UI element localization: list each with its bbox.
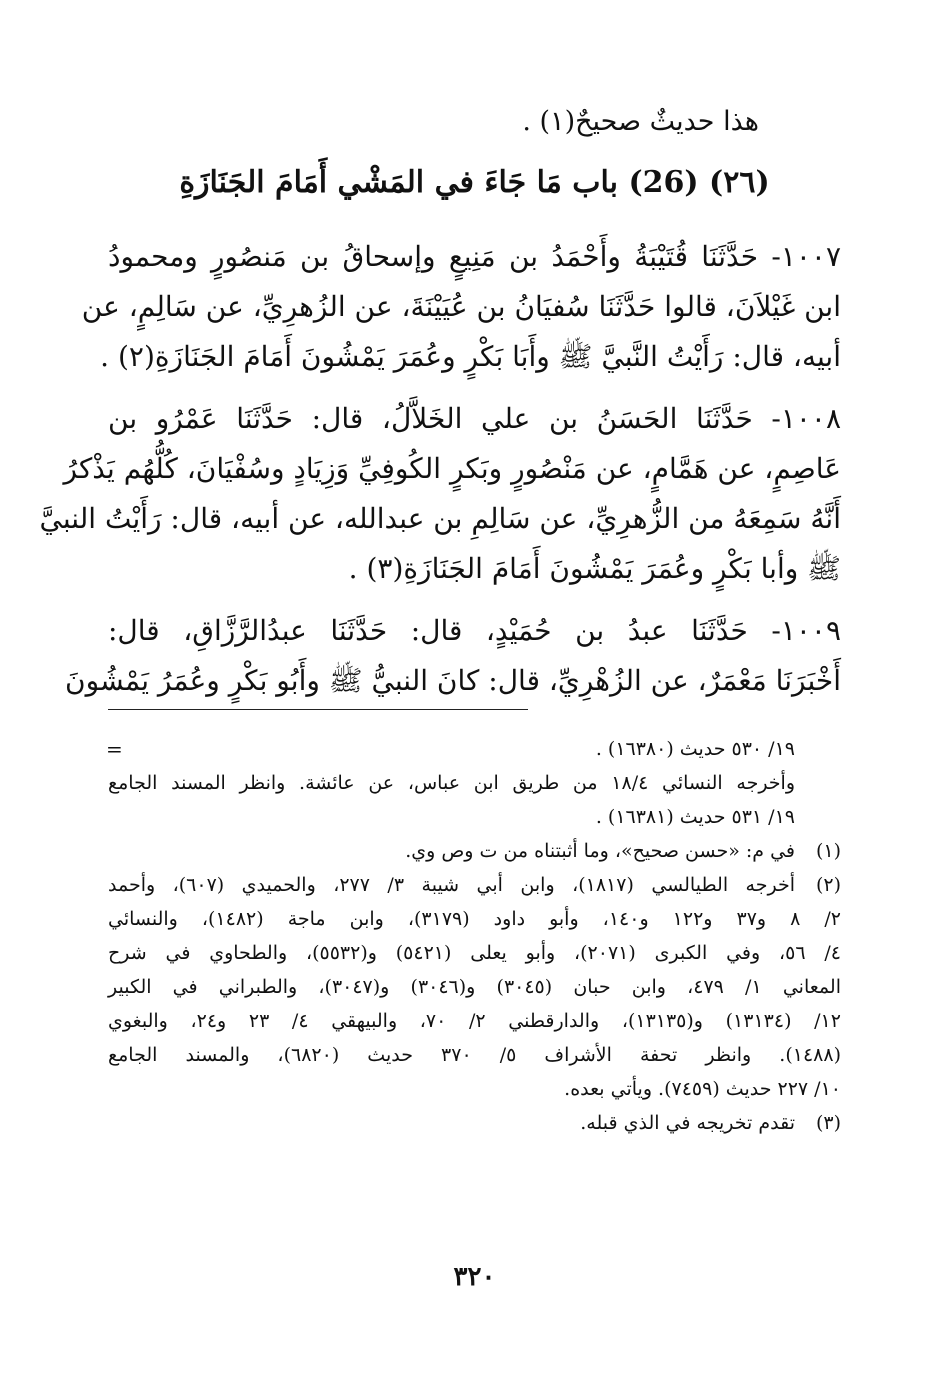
footnote-line: (١٤٨٨). وانظر تحفة الأشراف ٥/ ٣٧٠ حديث (٦٨٢٠)، والمسند الجامع — [108, 1044, 841, 1066]
footnote-line: المعاني ١/ ٤٧٩، وابن حبان (٣٠٤٥) و(٣٠٤٦) و(٣٠٤٧)، والطبراني في الكبير — [108, 976, 841, 998]
footnote-line: ٤/ ٥٦، وفي الكبرى (٢٠٧١)، وأبو يعلى (٥٤٢١) و(٥٥٣٢)، والطحاوي في شرح — [108, 942, 841, 964]
footnote-line: في م: «حسن صحيح»، وما أثبتناه من ت وص وي. — [405, 840, 795, 862]
hadith-line: أبيه، قال: رَأَيْتُ النَّبيَّ ﷺ وأَبَا بَكْرٍ وعُمَرَ يَمْشُونَ أَمَامَ الجَنَازَةِ(٢) . — [100, 340, 841, 373]
footnote-2 — [108, 868, 841, 1106]
footnote-line: ١٠/ ٢٢٧ حديث (٧٤٥٩). ويأتي بعده. — [564, 1078, 841, 1100]
hadith-line: ١٠٠٧- حَدَّثَنَا قُتَيْبَةُ وأَحْمَدُ بن مَنِيعٍ وإسحاقُ بن مَنصُورٍ ومحمودُ — [108, 240, 841, 273]
hadith-line: عَاصِمٍ، عن هَمَّامٍ، عن مَنْصُورٍ وبَكرٍ الكُوفِيِّ وَزِيَادٍ وسُفْيَانَ، كُلُّهُم يَذْكرُ — [63, 452, 841, 485]
footnote-line: وأخرجه النسائي ١٨/٤ من طريق ابن عباس، عن عائشة. وانظر المسند الجامع — [108, 772, 796, 794]
footnote-line: أخرجه الطيالسي (١٨١٧)، وابن أبي شيبة ٣/ ٢٧٧، والحميدي (٦٠٧)، وأحمد — [108, 874, 795, 896]
page-number: ٣٢٠ — [453, 1262, 496, 1292]
footnote-3 — [108, 1106, 841, 1140]
footnote-continuation — [108, 732, 841, 834]
footnote-separator — [108, 709, 528, 710]
footnote-line: ١٩/ ٥٣٠ حديث (١٦٣٨٠) . — [595, 738, 795, 760]
footnote-number: (٣) — [815, 1112, 841, 1134]
hadith-1009 — [65, 606, 841, 706]
footnote-line: تقدم تخريجه في الذي قبله. — [580, 1112, 795, 1134]
chapter-heading: (٢٦) (26) باب مَا جَاءَ في المَشْي أَمَامَ الجَنَازَةِ — [179, 165, 770, 200]
hadith-line: ابن غَيْلاَنَ، قالوا حَدَّثَنَا سُفيَانُ بن عُيَيْنَةَ، عن الزُهرِيِّ، عن سَالِمٍ، عن — [81, 290, 841, 323]
hadith-line: ١٠٠٨- حَدَّثَنَا الحَسَنُ بن علي الخَلاَّلُ، قال: حَدَّثَنَا عَمْرُو بن — [108, 402, 841, 435]
footnote-number: (٢) — [815, 874, 841, 896]
continuation-mark: = — [106, 737, 123, 761]
hadith-line: أَخْبَرَنَا مَعْمَرٌ، عن الزُهْرِيِّ، قال: كانَ النبيُّ ﷺ وأَبُو بَكْرٍ وعُمَرُ يَمْشُونَ — [65, 664, 841, 697]
footnotes — [108, 732, 841, 1140]
hadith-line: أَنَّهُ سَمِعَهُ من الزُّهرِيِّ، عن سَالِمِ بن عبدالله، عن أبيه، قال: رَأَيْتُ النبيَّ — [39, 502, 841, 535]
footnote-number: (١) — [815, 840, 841, 862]
footnote-line: ١٩/ ٥٣١ حديث (١٦٣٨١) . — [595, 806, 795, 828]
hadith-1007 — [81, 232, 841, 382]
footnote-line: ٢/ ٨ و٣٧ و١٢٢ و١٤٠، وأبو داود (٣١٧٩)، وابن ماجة (١٤٨٢)، والنسائي — [108, 908, 842, 930]
hadith-1008 — [39, 394, 841, 594]
footnote-1 — [108, 834, 841, 868]
hadith-line: ﷺ وأبا بَكْرٍ وعُمَرَ يَمْشُونَ أَمَامَ الجَنَازَةِ(٣) . — [348, 552, 841, 585]
hadith-line: ١٠٠٩- حَدَّثَنَا عبدُ بن حُمَيْدٍ، قال: حَدَّثَنَا عبدُالرَّزَّاقِ، قال: — [108, 614, 841, 647]
intro-line: هذا حديثٌ صحيحٌ(١) . — [522, 106, 759, 137]
footnote-line: ١٢/ (١٣١٣٤) و(١٣١٣٥)، والدارقطني ٢/ ٧٠، والبيهقي ٤/ ٢٣ و٢٤، والبغوي — [108, 1010, 841, 1032]
